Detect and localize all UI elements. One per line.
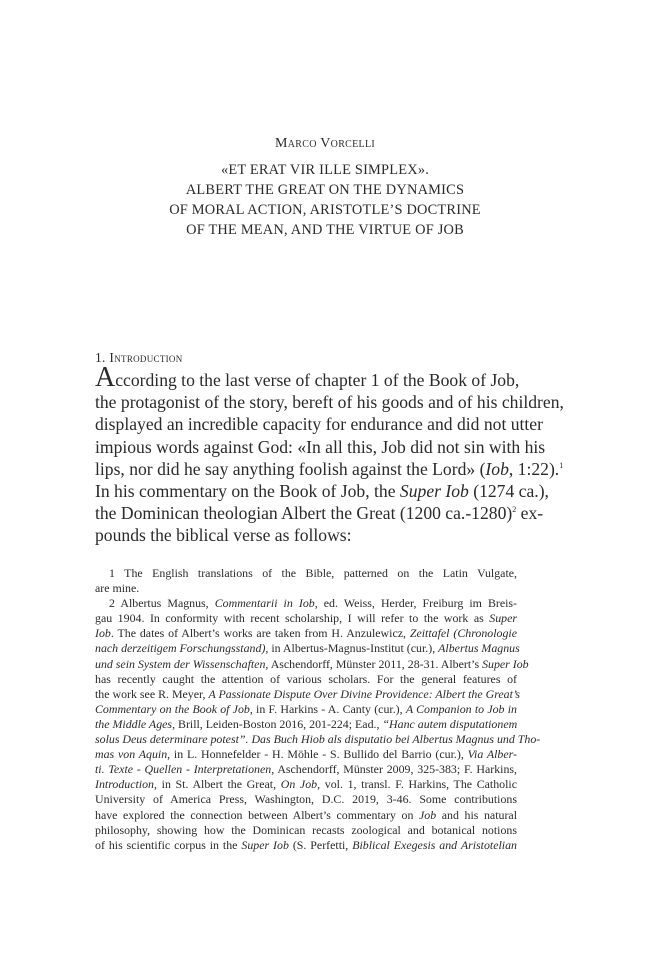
body-line: displayed an incredible capacity for endurance and did not utter xyxy=(95,414,543,435)
footnote-line: 1 The English translations of the Bible, patterned on the Latin Vulgate, xyxy=(109,566,517,580)
body-line: According to the last verse of chapter 1 of the Book of Job, xyxy=(95,362,520,393)
footnote-line: the work see R. Meyer, A Passionate Dispute Over Divine Providence: Albert the Great’s xyxy=(95,686,520,701)
body-line: the protagonist of the story, bereft of his goods and of his children, xyxy=(95,392,564,413)
footnote-line: have explored the connection between Albert’s commentary on Job and his natural xyxy=(95,807,517,822)
footnote-line: ti. Texte - Quellen - Interpretationen, Aschendorff, Münster 2009, 325-383; F. Harkins, xyxy=(95,762,517,777)
footnote-line: Introduction, in St. Albert the Great, On Job, vol. 1, transl. F. Harkins, The Catholic xyxy=(95,777,517,792)
body-line: pounds the biblical verse as follows: xyxy=(95,525,352,546)
title-line: OF MORAL ACTION, ARISTOTLE’S DOCTRINE xyxy=(169,202,481,218)
footnote-line: und sein System der Wissenschaften, Aschendorff, Münster 2011, 28-31. Albert’s Super Iob xyxy=(95,656,529,671)
title-line: «ET ERAT VIR ILLE SIMPLEX». xyxy=(220,162,430,178)
article-title xyxy=(0,160,650,240)
footnote-line: are mine. xyxy=(95,581,140,596)
footnote-line: Commentary on the Book of Job, in F. Harkins - A. Canty (cur.), A Companion to Job in xyxy=(95,701,517,716)
footnote-line: 2 Albertus Magnus, Commentarii in Iob, ed. Weiss, Herder, Freiburg im Breis- xyxy=(109,596,518,611)
section-title: Introduction xyxy=(109,350,183,365)
footnote-line: nach derzeitigem Forschungsstand), in Albertus-Magnus-Institut (cur.), Albertus Magnus xyxy=(95,641,520,656)
body-line: lips, nor did he say anything foolish against the Lord» (Iob, 1:22).$^1$ xyxy=(95,458,564,479)
footnote-line: solus Deus determinare potest”. Das Buch Hiob als disputatio bei Albertus Magnus und Tho- xyxy=(95,732,541,747)
title-line: ALBERT THE GREAT ON THE DYNAMICS xyxy=(185,182,465,198)
body-line: impious words against God: «In all this, Job did not sin with his xyxy=(95,436,546,457)
author-name: Marco Vorcelli xyxy=(274,136,375,151)
footnote-line: Iob. The dates of Albert’s works are taken from H. Anzulewicz, Zeittafel (Chronologie xyxy=(95,626,518,641)
title-line: OF THE MEAN, AND THE VIRTUE OF JOB xyxy=(186,222,464,238)
body-line: the Dominican theologian Albert the Great (1200 ca.-1280)$^2$ ex- xyxy=(95,503,544,524)
footnote-line: has recently caught the attention of various scholars. For the general features of xyxy=(95,671,517,686)
body-line: In his commentary on the Book of Job, the Super Iob (1274 ca.), xyxy=(95,481,549,502)
footnote-line: the Middle Ages, Brill, Leiden-Boston 2016, 201-224; Ead., “Hanc autem disputationem xyxy=(95,716,518,731)
footnote-line: of his scientific corpus in the Super Iob (S. Perfetti, Biblical Exegesis and Aristotelian xyxy=(95,837,517,852)
footnote-line: philosophy, showing how the Dominican recasts zoological and botanical notions xyxy=(95,822,517,837)
body-paragraph xyxy=(95,362,564,547)
footnote-line: gau 1904. In conformity with recent scholarship, I will refer to the work as Super xyxy=(95,611,517,626)
section-number: 1. xyxy=(95,350,106,365)
footnote-line: mas von Aquin, in L. Honnefelder - H. Möhle - S. Bullido del Barrio (cur.), Via Alber- xyxy=(95,747,518,762)
drop-cap: A xyxy=(95,362,116,393)
footnote-ref: 2 xyxy=(512,505,517,515)
footnote-ref: 1 xyxy=(559,460,564,470)
footnotes xyxy=(95,566,541,853)
footnote-line: University of America Press, Washington, D.C. 2019, 3-46. Some contributions xyxy=(95,792,517,807)
